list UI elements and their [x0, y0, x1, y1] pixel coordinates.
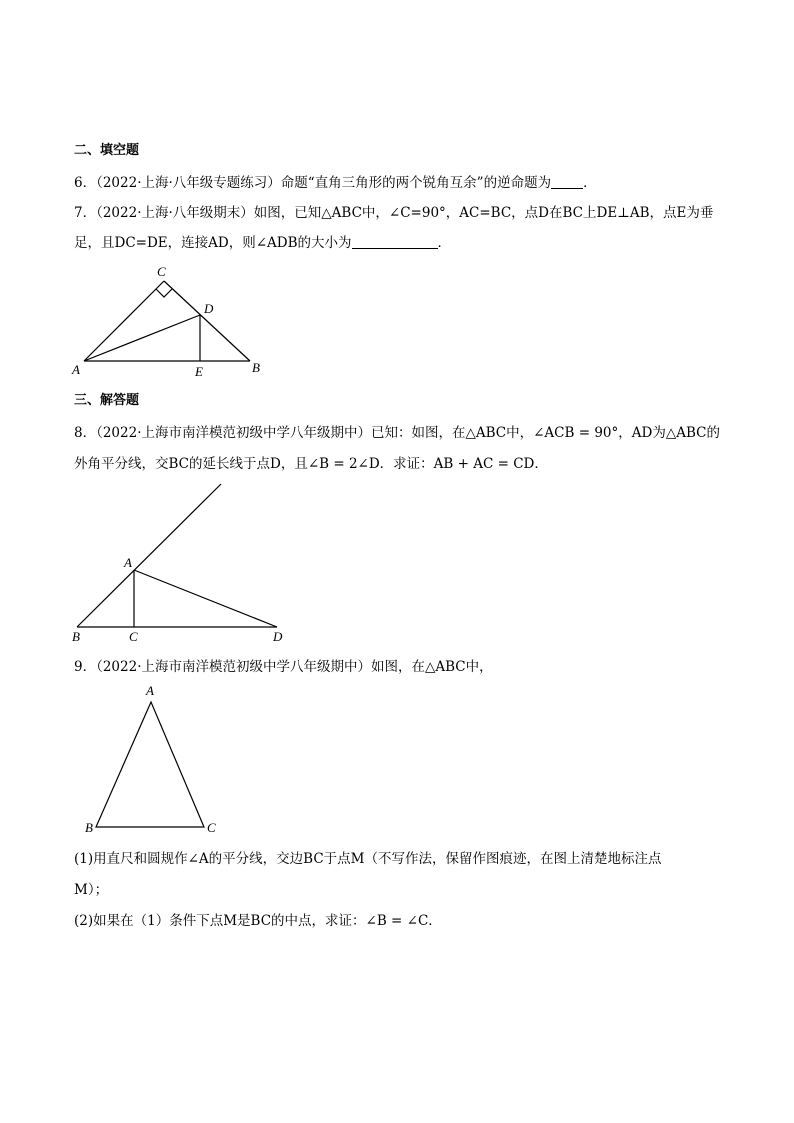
question-7-line-1: 7．（2022·上海·八年级期末）如图，已知△ABC中，∠C=90°，AC=BC，点D在BC上DE⊥AB，点E为垂 [74, 205, 714, 221]
label-B: B [85, 820, 93, 835]
question-6-text: 6．（2022·上海·八年级专题练习）命题“直角三角形的两个锐角互余”的逆命题为 [74, 175, 552, 191]
question-7-suffix: ． [437, 235, 452, 251]
question-9-part-1-line-2: M）； [74, 882, 109, 898]
label-C: C [129, 629, 138, 644]
question-7-line-2-prefix: 足，且DC=DE，连接AD，则∠ADB的大小为 [74, 235, 352, 251]
section-heading-fill-blank: 二、填空题 [74, 143, 140, 158]
label-A: A [146, 683, 154, 698]
label-D: D [273, 629, 283, 644]
question-9-line-1: 9．（2022·上海市南洋模范初级中学八年级期中）如图，在△ABC中， [74, 659, 493, 675]
triangle-ABC [96, 702, 204, 827]
section-heading-solve: 三、解答题 [74, 393, 140, 408]
label-A: A [124, 555, 132, 570]
question-6-suffix: ． [583, 175, 597, 191]
label-E: E [195, 364, 203, 379]
label-C: C [207, 820, 216, 835]
label-B: B [72, 629, 80, 644]
label-A: A [72, 362, 80, 377]
label-C: C [157, 264, 166, 279]
question-9-part-2: (2)如果在（1）条件下点M是BC的中点，求证：∠B = ∠C． [74, 913, 442, 929]
question-9-part-1-line-1: (1)用直尺和圆规作∠A的平分线，交边BC于点M（不写作法，保留作图痕迹，在图上清楚地标注点 [74, 851, 662, 867]
label-B: B [252, 360, 260, 375]
question-8-line-1: 8．（2022·上海市南洋模范初级中学八年级期中）已知：如图，在△ABC中，∠ACB = 90°，AD为△ABC的 [74, 425, 720, 441]
label-D: D [204, 301, 214, 316]
question-8-line-2: 外角平分线，交BC的延长线于点D，且∠B = 2∠D．求证：AB + AC = CD． [74, 456, 548, 472]
